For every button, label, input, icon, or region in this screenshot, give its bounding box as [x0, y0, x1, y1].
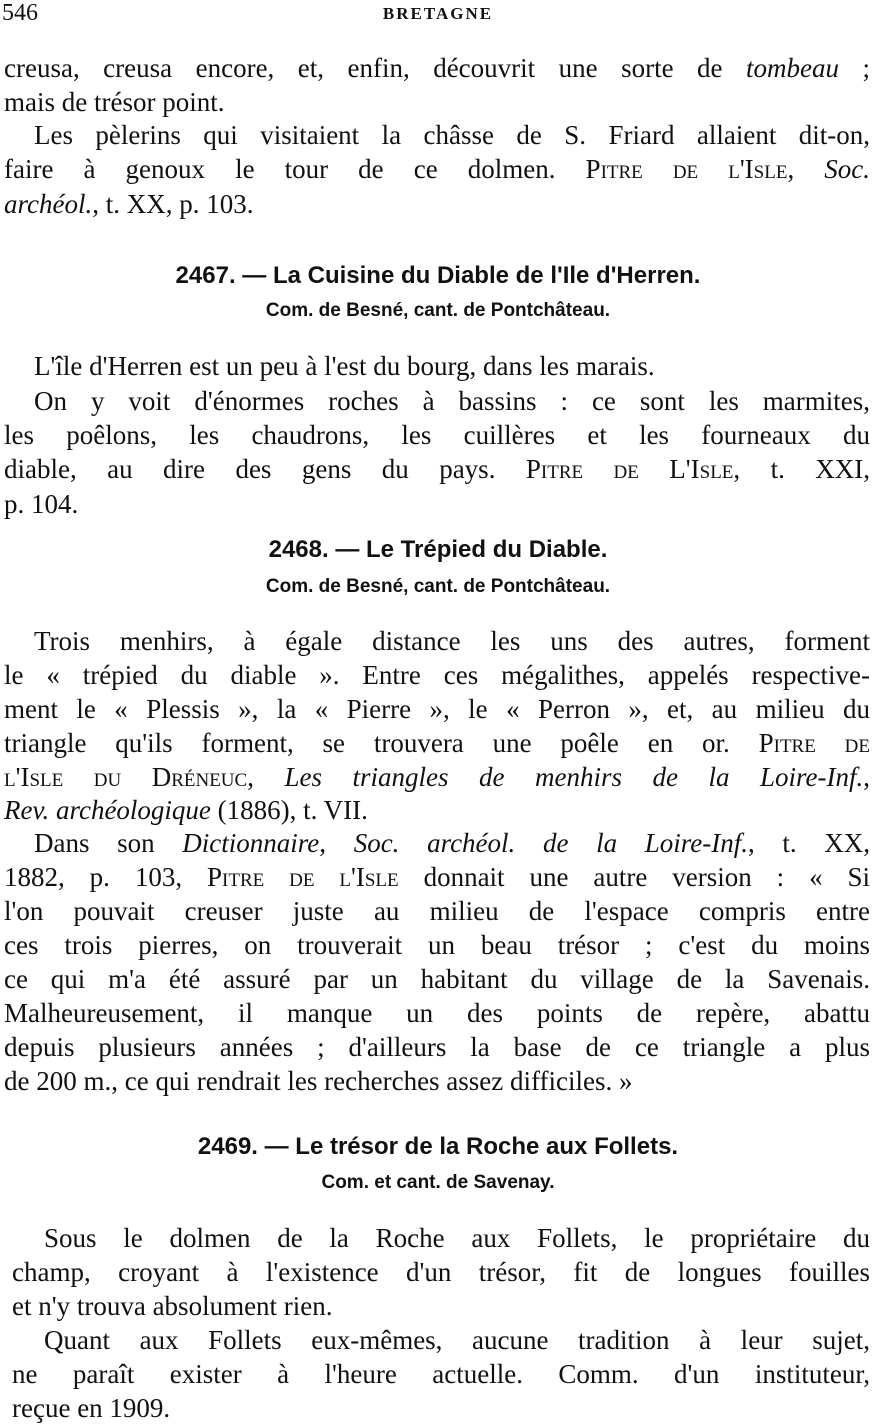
text-line: reçue en 1909.	[12, 1393, 171, 1423]
text-line: creusa, creusa encore, et, enfin, découvrit une sorte de tombeau ;	[4, 53, 870, 83]
text-line: champ, croyant à l'existence d'un trésor, fit de longues fouilles	[12, 1257, 870, 1287]
text-line: archéol., t. XX, p. 103.	[4, 189, 254, 219]
text-line: Malheureusement, il manque un des points de repère, abattu	[4, 998, 870, 1028]
section-location-2468: Com. de Besné, cant. de Pontchâteau.	[265, 576, 611, 597]
text-line: ces trois pierres, on trouverait un beau trésor ; c'est du moins	[4, 930, 870, 960]
text-line: l'Isle du Dréneuc, Les triangles de menhirs de la Loire-Inf.,	[4, 762, 870, 792]
text-line: Quant aux Follets eux-mêmes, aucune tradition à leur sujet,	[44, 1325, 870, 1355]
section-heading-2467: 2467. — La Cuisine du Diable de l'Ile d'Herren.	[175, 262, 701, 289]
running-title: BRETAGNE	[382, 4, 494, 23]
text-line: et n'y trouva absolument rien.	[12, 1291, 333, 1321]
text-line: de 200 m., ce qui rendrait les recherches assez difficiles. »	[4, 1066, 633, 1096]
section-location-2467: Com. de Besné, cant. de Pontchâteau.	[265, 300, 611, 321]
text-line: p. 104.	[4, 489, 79, 519]
text-line: faire à genoux le tour de ce dolmen. Pitre de l'Isle, Soc.	[4, 154, 871, 184]
text-line: Dans son Dictionnaire, Soc. archéol. de la Loire-Inf., t. XX,	[34, 828, 871, 858]
text-line: Les pèlerins qui visitaient la châsse de S. Friard allaient dit-on,	[34, 120, 870, 150]
text-line: diable, au dire des gens du pays. Pitre de L'Isle, t. XXI,	[4, 454, 870, 484]
text-line: l'on pouvait creuser juste au milieu de l'espace compris entre	[4, 896, 870, 926]
text-line: depuis plusieurs années ; d'ailleurs la base de ce triangle a plus	[4, 1032, 870, 1062]
section-heading-2469: 2469. — Le trésor de la Roche aux Follets.	[197, 1133, 679, 1160]
text-line: On y voit d'énormes roches à bassins : ce sont les marmites,	[34, 386, 870, 416]
text-line: ce qui m'a été assuré par un habitant du village de la Savenais.	[4, 964, 870, 994]
text-line: triangle qu'ils forment, se trouvera une poêle en or. Pitre de	[4, 728, 870, 758]
page-number: 546	[2, 0, 38, 26]
section-heading-2468: 2468. — Le Trépied du Diable.	[268, 536, 608, 563]
text-line: les poêlons, les chaudrons, les cuillères et les fourneaux du	[4, 420, 870, 450]
section-location-2469: Com. et cant. de Savenay.	[321, 1172, 555, 1193]
text-line: Trois menhirs, à égale distance les uns des autres, forment	[34, 626, 870, 656]
text-line: L'île d'Herren est un peu à l'est du bourg, dans les marais.	[34, 351, 655, 381]
page-header	[0, 0, 876, 30]
text-line: ne paraît exister à l'heure actuelle. Comm. d'un instituteur,	[12, 1359, 870, 1389]
text-line: 1882, p. 103, Pitre de l'Isle donnait une autre version : « Si	[4, 862, 871, 892]
text-line: Rev. archéologique (1886), t. VII.	[4, 795, 368, 825]
text-line: ment le « Plessis », la « Pierre », le « Perron », et, au milieu du	[4, 694, 870, 724]
text-line: mais de trésor point.	[4, 87, 225, 117]
text-line: le « trépied du diable ». Entre ces mégalithes, appelés respective-	[4, 660, 870, 690]
text-line: Sous le dolmen de la Roche aux Follets, le propriétaire du	[44, 1223, 870, 1253]
